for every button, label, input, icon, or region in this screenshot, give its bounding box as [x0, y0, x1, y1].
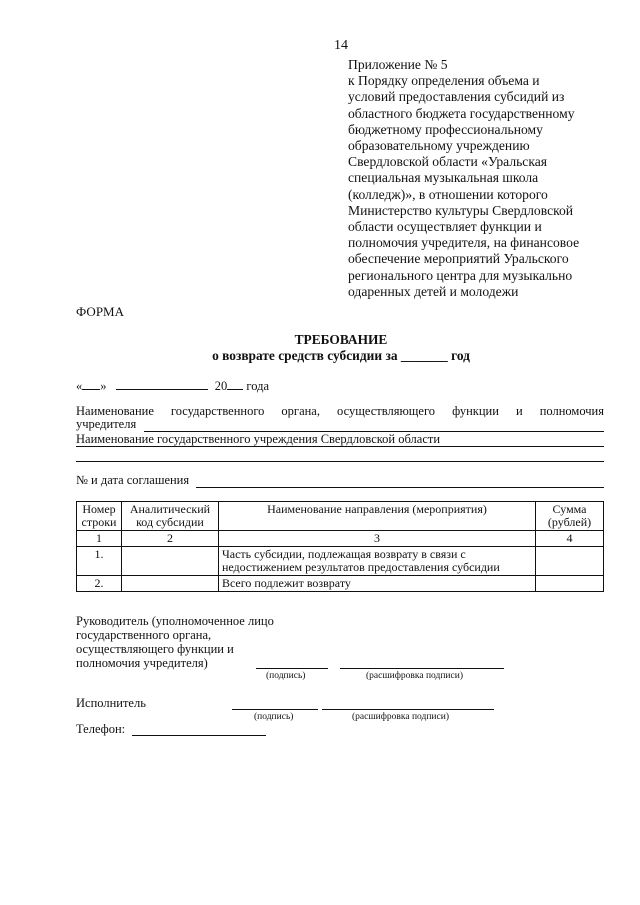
head-sign-caption: (подпись) [266, 671, 306, 681]
table-index-row [77, 531, 604, 547]
row-number: 2. [77, 576, 122, 592]
executor-name-field[interactable] [322, 709, 494, 710]
title-line-1: ТРЕБОВАНИЕ [294, 332, 388, 347]
header-row-number: Номер строки [77, 502, 122, 531]
annex-line: (колледж)», в отношении которого [348, 186, 548, 202]
annex-line: к Порядку определения объема и [348, 73, 540, 89]
annex-line: полномочия учредителя, на финансовое [348, 235, 580, 251]
month-field[interactable] [116, 377, 208, 390]
agreement-field[interactable] [196, 487, 604, 488]
open-quote: « [76, 379, 83, 393]
page-number: 14 [334, 38, 348, 53]
close-quote: » [100, 379, 107, 393]
annex-line: областного бюджета государственному [348, 105, 575, 121]
header-analytic-code: Аналитический код субсидии [121, 502, 218, 531]
annex-line: области осуществляет функции и [348, 219, 542, 235]
head-line: государственного органа, [76, 628, 212, 642]
executor-sign-caption: (подпись) [254, 712, 294, 722]
annex-line: бюджетному профессиональному [348, 121, 543, 137]
row-sum-cell[interactable] [536, 576, 604, 592]
institution-field-2[interactable] [76, 461, 604, 462]
annex-line: Приложение № 5 [348, 57, 448, 72]
table-header-row [77, 502, 604, 531]
annex-line: регионального центра для музыкально [348, 267, 573, 283]
date-line [76, 377, 269, 394]
executor-signature-field[interactable] [232, 709, 318, 710]
agreement-label: № и дата соглашения [76, 473, 190, 487]
head-name-field[interactable] [340, 668, 504, 669]
org-name-label-cont: учредителя [76, 417, 137, 431]
form-label: ФОРМА [76, 304, 124, 319]
row-code-cell[interactable] [121, 547, 218, 576]
header-direction: Наименование направления (мероприятия) [218, 502, 535, 531]
head-signature-field[interactable] [256, 668, 328, 669]
year-field[interactable] [227, 377, 243, 390]
day-field[interactable] [82, 377, 100, 390]
annex-line: образовательному учреждению [348, 138, 530, 154]
row-code-cell[interactable] [121, 576, 218, 592]
index-cell: 2 [121, 531, 218, 547]
annex-line: Свердловской области «Уральская [348, 154, 548, 170]
annex-line: обеспечение мероприятий Уральского [348, 251, 569, 267]
head-line: Руководитель (уполномоченное лицо [76, 614, 274, 628]
return-table [76, 501, 604, 592]
annex-line: специальная музыкальная школа [348, 170, 539, 186]
row-direction: Всего подлежит возврату [218, 576, 535, 592]
phone-field[interactable] [132, 735, 266, 736]
header-sum: Сумма (рублей) [536, 502, 604, 531]
row-sum-cell[interactable] [536, 547, 604, 576]
head-line: осуществляющего функции и [76, 642, 234, 656]
head-signature-label [76, 614, 316, 670]
executor-name-caption: (расшифровка подписи) [352, 712, 449, 722]
executor-label: Исполнитель [76, 696, 146, 710]
institution-label: Наименование государственного учреждения Свердловской области [76, 432, 441, 446]
phone-label: Телефон: [76, 722, 126, 736]
table-row [77, 547, 604, 576]
org-name-label: Наименование государственного органа, осуществляющего функции и полномочия [76, 404, 604, 418]
annex-line: одаренных детей и молодежи [348, 283, 519, 299]
year-prefix: 20 [214, 379, 228, 393]
index-cell: 1 [77, 531, 122, 547]
title-line-2: о возврате средств субсидии за _______ год [212, 348, 470, 363]
document-title [76, 332, 606, 364]
table-row [77, 576, 604, 592]
year-suffix: года [246, 379, 269, 393]
row-number: 1. [77, 547, 122, 576]
row-direction: Часть субсидии, подлежащая возврату в связи с недостижением результатов предоставления субсидии [218, 547, 535, 576]
index-cell: 3 [218, 531, 535, 547]
annex-line: Министерство культуры Свердловской [348, 202, 574, 218]
annex-line: условий предоставления субсидий из [348, 89, 565, 105]
head-line: полномочия учредителя) [76, 656, 208, 670]
annex-header [348, 57, 618, 300]
institution-field-1[interactable] [76, 446, 604, 447]
index-cell: 4 [536, 531, 604, 547]
head-name-caption: (расшифровка подписи) [366, 671, 463, 681]
